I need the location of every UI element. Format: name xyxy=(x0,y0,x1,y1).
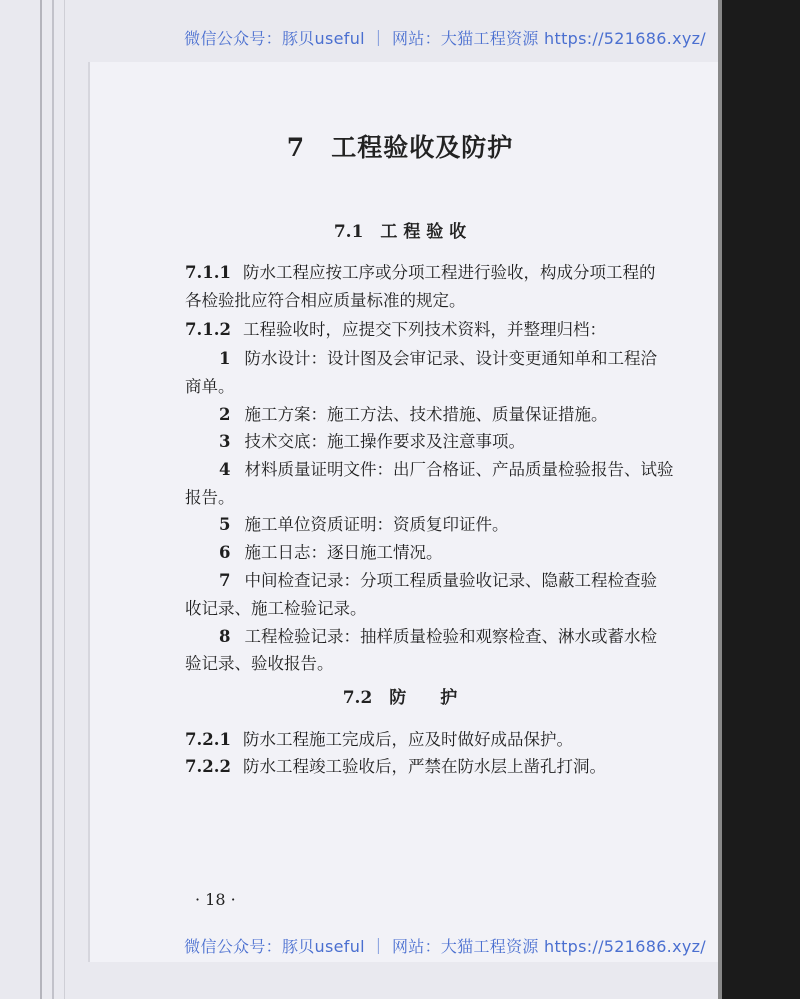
clause-7-1-1 xyxy=(185,259,705,283)
item-number: 1 xyxy=(219,349,231,368)
clause-text: 防水工程施工完成后，应及时做好成品保护。 xyxy=(242,730,573,749)
clause-7-2-1 xyxy=(185,726,705,750)
item-text: 防水设计：设计图及会审记录、设计变更通知单和工程洽 xyxy=(244,349,657,368)
item-number: 4 xyxy=(219,460,231,479)
item-number: 6 xyxy=(219,543,231,562)
watermark-top: 微信公众号：豚贝useful ｜ 网站：大猫工程资源 https://521686.xyz/ xyxy=(184,29,706,48)
item-number: 2 xyxy=(219,405,231,424)
list-item-1 xyxy=(185,345,739,369)
clause-number: 7.1.2 xyxy=(185,320,231,339)
clause-7-1-1-continuation: 各检验批应符合相应质量标准的规定。 xyxy=(185,291,466,310)
list-item-5 xyxy=(185,511,739,535)
list-item-1-continuation: 商单。 xyxy=(185,377,235,396)
item-text: 施工日志：逐日施工情况。 xyxy=(244,543,443,562)
list-item-8-continuation: 验记录、验收报告。 xyxy=(185,654,334,673)
watermark-bottom: 微信公众号：豚贝useful ｜ 网站：大猫工程资源 https://521686.xyz/ xyxy=(184,937,706,956)
clause-text: 防水工程应按工序或分项工程进行验收，构成分项工程的 xyxy=(242,263,656,282)
list-item-2 xyxy=(185,401,739,425)
list-item-8 xyxy=(185,623,739,647)
item-number: 7 xyxy=(219,571,231,590)
clause-text: 工程验收时，应提交下列技术资料，并整理归档： xyxy=(242,320,606,339)
clause-number: 7.2.2 xyxy=(185,757,231,776)
item-number: 5 xyxy=(219,515,231,534)
item-text: 施工方案：施工方法、技术措施、质量保证措施。 xyxy=(244,405,608,424)
clause-7-1-2 xyxy=(185,316,705,340)
item-text: 技术交底：施工操作要求及注意事项。 xyxy=(244,432,525,451)
clause-text: 防水工程竣工验收后，严禁在防水层上凿孔打洞。 xyxy=(242,757,606,776)
section-title-7-1: 7.1 工 程 验 收 xyxy=(333,222,467,242)
item-number: 3 xyxy=(219,432,231,451)
item-text: 工程检验记录：抽样质量检验和观察检查、淋水或蓄水检 xyxy=(244,627,657,646)
section-title-7-2: 7.2 防 护 xyxy=(342,688,458,708)
page-number: · 18 · xyxy=(195,890,236,909)
item-number: 8 xyxy=(219,627,231,646)
list-item-6 xyxy=(185,539,739,563)
item-text: 中间检查记录：分项工程质量验收记录、隐蔽工程检查验 xyxy=(244,571,657,590)
list-item-4-continuation: 报告。 xyxy=(185,488,235,507)
list-item-7-continuation: 收记录、施工检验记录。 xyxy=(185,599,367,618)
chapter-title: 7 工程验收及防护 xyxy=(286,133,514,162)
list-item-7 xyxy=(185,567,739,591)
clause-number: 7.1.1 xyxy=(185,263,231,282)
item-text: 施工单位资质证明：资质复印证件。 xyxy=(244,515,509,534)
list-item-4 xyxy=(185,456,739,480)
clause-7-2-2 xyxy=(185,753,705,777)
clause-number: 7.2.1 xyxy=(185,730,231,749)
list-item-3 xyxy=(185,428,739,452)
item-text: 材料质量证明文件：出厂合格证、产品质量检验报告、试验 xyxy=(244,460,674,479)
